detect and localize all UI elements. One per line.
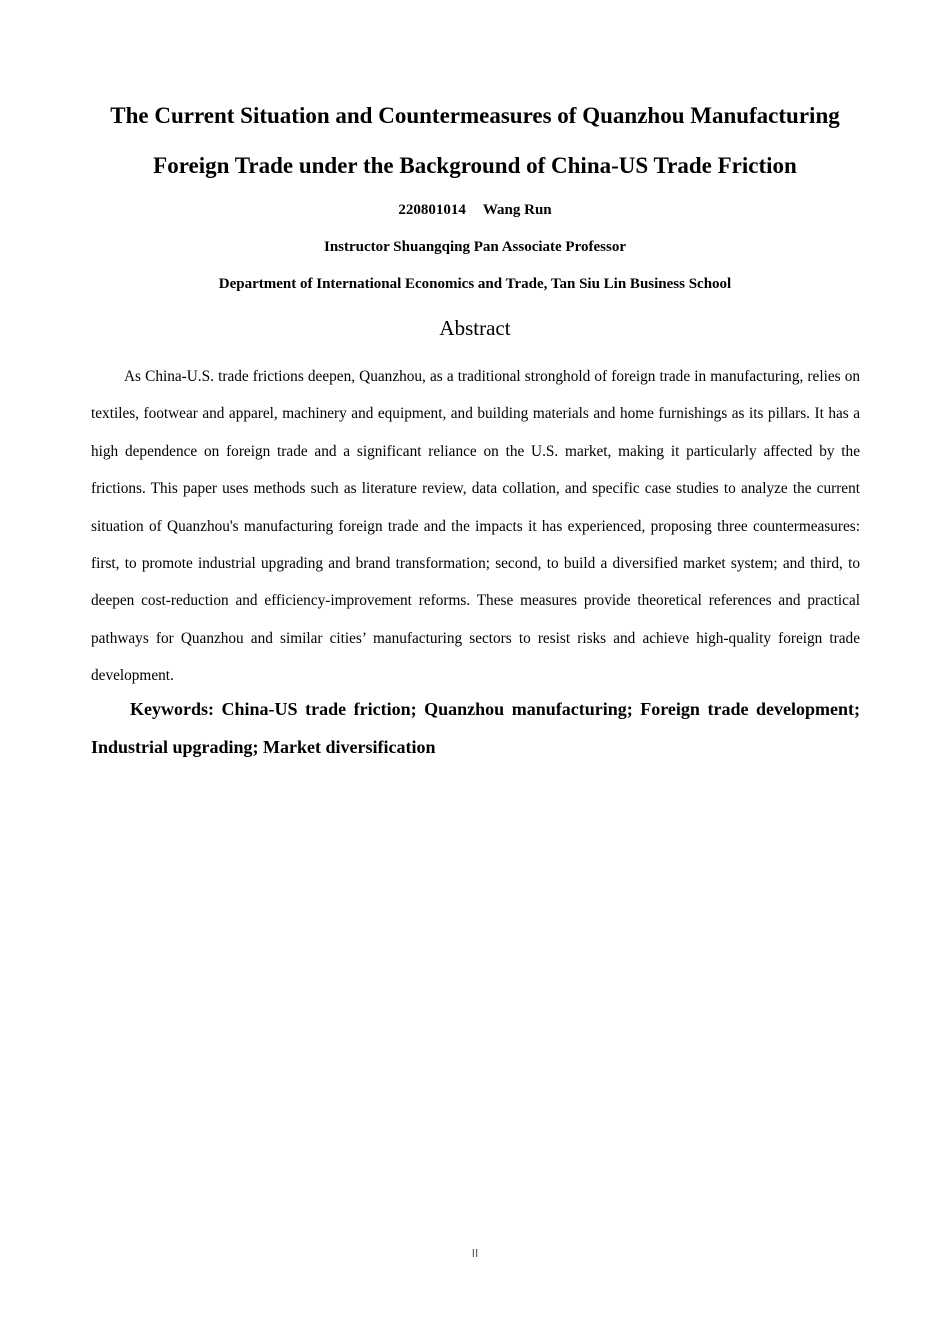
page-number: II: [471, 1247, 479, 1260]
abstract-body: As China-U.S. trade frictions deepen, Quanzhou, as a traditional stronghold of foreign trade in manufacturing, relies on textiles, footwear and apparel, machinery and equipment, and building materials and home furnishings as its pillars. It has a high dependence on foreign trade and a significant reliance on the U.S. market, making it particularly affected by the frictions. This paper uses methods such as literature review, data collation, and specific case studies to analyze the current situation of Quanzhou's manufacturing foreign trade and the impacts it has experienced, proposing three countermeasures: first, to promote industrial upgrading and brand transformation; second, to build a diversified market system; and third, to deepen cost-reduction and efficiency-improvement reforms. These measures provide theoretical references and practical pathways for Quanzhou and similar cities’ manufacturing sectors to resist risks and achieve high-quality foreign trade development.: [91, 368, 860, 685]
instructor-line: Instructor Shuangqing Pan Associate Professor: [324, 239, 626, 255]
student-id: 220801014: [398, 202, 466, 218]
author-line: [60, 200, 890, 220]
paper-title-line-2: Foreign Trade under the Background of China-US Trade Friction: [153, 153, 797, 178]
department-line: Department of International Economics and Trade, Tan Siu Lin Business School: [218, 276, 732, 292]
author-name: Wang Run: [482, 202, 552, 218]
paper-title-line-1: The Current Situation and Countermeasures of Quanzhou Manufacturing: [110, 103, 840, 128]
keywords: Keywords: China-US trade friction; Quanzhou manufacturing; Foreign trade development; Industrial upgrading; Market diversification: [91, 699, 860, 757]
abstract-heading: Abstract: [439, 316, 511, 340]
